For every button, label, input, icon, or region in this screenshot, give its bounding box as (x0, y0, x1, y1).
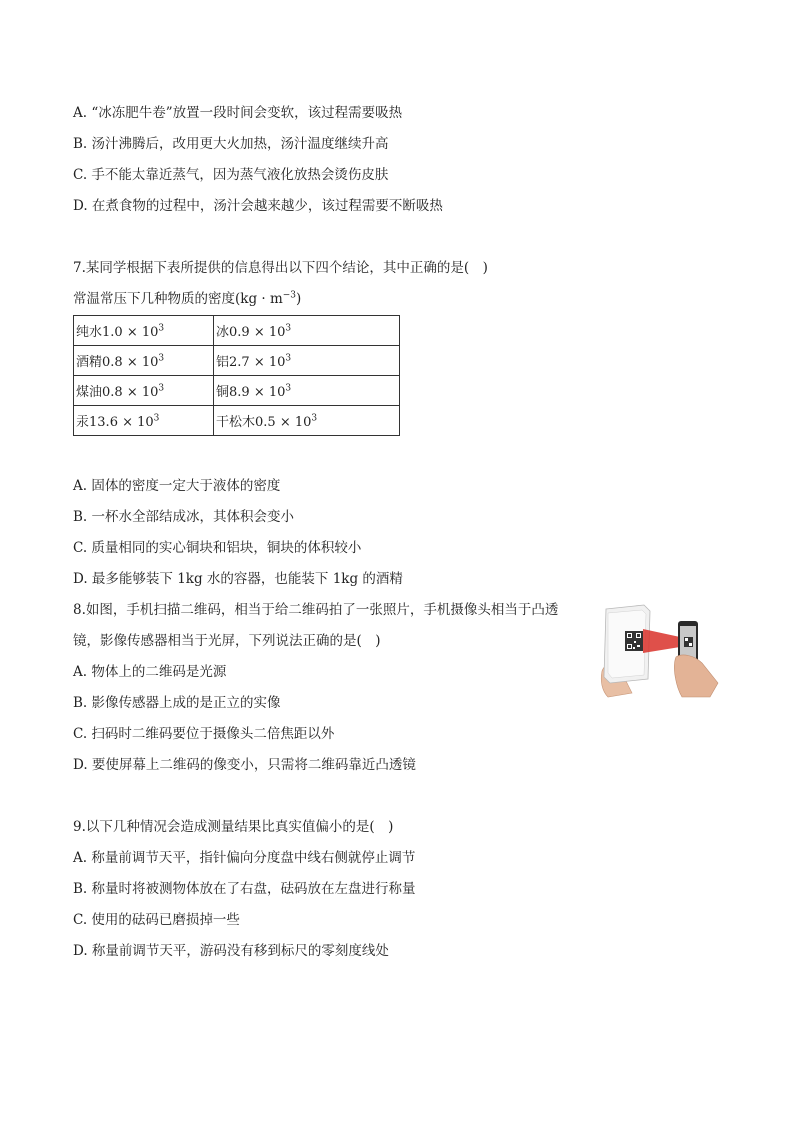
density-value: 13.6 × 10 (89, 415, 154, 430)
density-value: 0.8 × 10 (102, 355, 159, 370)
density-table (73, 315, 400, 436)
qr-scan-figure (598, 601, 722, 699)
table-row (74, 406, 400, 436)
q7-table-caption-unit: (kg · m (235, 291, 283, 307)
table-cell (74, 316, 214, 346)
table-row (74, 316, 400, 346)
density-exponent: 3 (153, 413, 160, 424)
substance-name: 铝 (216, 355, 230, 370)
q7-stem: 7.某同学根据下表所提供的信息得出以下四个结论，其中正确的是( ) (73, 260, 488, 276)
q6-option-d: D. 在煮食物的过程中，汤汁会越来越少，该过程需要不断吸热 (73, 198, 443, 214)
table-cell (214, 316, 400, 346)
q8-option-c: C. 扫码时二维码要位于摄像头二倍焦距以外 (73, 726, 335, 742)
density-exponent: 3 (311, 413, 318, 424)
q9-option-d: D. 称量前调节天平，游码没有移到标尺的零刻度线处 (73, 943, 389, 959)
density-exponent: 3 (158, 383, 165, 394)
density-exponent: 3 (158, 353, 165, 364)
substance-name: 纯水 (76, 325, 103, 340)
q9-option-a: A. 称量前调节天平，指针偏向分度盘中线右侧就停止调节 (73, 850, 416, 866)
q8-stem-line1: 8.如图，手机扫描二维码，相当于给二维码拍了一张照片，手机摄像头相当于凸透 (73, 602, 559, 618)
density-value: 0.9 × 10 (229, 325, 286, 340)
density-exponent: 3 (285, 323, 292, 334)
q8-option-a: A. 物体上的二维码是光源 (73, 664, 227, 680)
substance-name: 汞 (76, 415, 90, 430)
q7-table-caption-text: 常温常压下几种物质的密度 (73, 291, 235, 307)
density-exponent: 3 (285, 353, 292, 364)
qr-code-icon (625, 631, 643, 651)
q6-option-b: B. 汤汁沸腾后，改用更大火加热，汤汁温度继续升高 (73, 136, 389, 152)
density-exponent: 3 (158, 323, 165, 334)
q7-table-caption (73, 290, 301, 308)
table-cell (74, 406, 214, 436)
density-value: 0.5 × 10 (255, 415, 312, 430)
q7-option-b: B. 一杯水全部结成冰，其体积会变小 (73, 509, 295, 525)
table-cell (74, 376, 214, 406)
q6-option-a: A. “冰冻肥牛卷”放置一段时间会变软，该过程需要吸热 (73, 105, 403, 121)
density-value: 2.7 × 10 (229, 355, 286, 370)
q8-option-b: B. 影像传感器上成的是正立的实像 (73, 695, 281, 711)
density-value: 0.8 × 10 (102, 385, 159, 400)
table-cell (214, 406, 400, 436)
density-exponent: 3 (285, 383, 292, 394)
table-row (74, 376, 400, 406)
density-value: 8.9 × 10 (229, 385, 286, 400)
q7-option-c: C. 质量相同的实心铜块和铝块，铜块的体积较小 (73, 540, 362, 556)
q8-option-d: D. 要使屏幕上二维码的像变小，只需将二维码靠近凸透镜 (73, 757, 416, 773)
table-row (74, 346, 400, 376)
q7-option-a: A. 固体的密度一定大于液体的密度 (73, 478, 281, 494)
q9-stem: 9.以下几种情况会造成测量结果比真实值偏小的是( ) (73, 819, 394, 835)
table-cell (214, 346, 400, 376)
q7-table-caption-exp: −3 (282, 290, 297, 301)
q9-option-b: B. 称量时将被测物体放在了右盘，砝码放在左盘进行称量 (73, 881, 416, 897)
scan-beam (643, 629, 680, 653)
substance-name: 干松木 (216, 415, 256, 430)
substance-name: 冰 (216, 325, 230, 340)
q8-stem-line2: 镜，影像传感器相当于光屏，下列说法正确的是( ) (73, 633, 381, 649)
q9-option-c: C. 使用的砝码已磨损掉一些 (73, 912, 240, 928)
substance-name: 酒精 (76, 355, 103, 370)
table-cell (74, 346, 214, 376)
substance-name: 铜 (216, 385, 230, 400)
q7-table-caption-close: ) (296, 291, 302, 307)
substance-name: 煤油 (76, 385, 103, 400)
right-hand (674, 655, 718, 697)
q6-option-c: C. 手不能太靠近蒸气，因为蒸气液化放热会烫伤皮肤 (73, 167, 389, 183)
table-cell (214, 376, 400, 406)
q7-option-d: D. 最多能够装下 1kg 水的容器，也能装下 1kg 的酒精 (73, 571, 403, 587)
density-value: 1.0 × 10 (102, 325, 159, 340)
